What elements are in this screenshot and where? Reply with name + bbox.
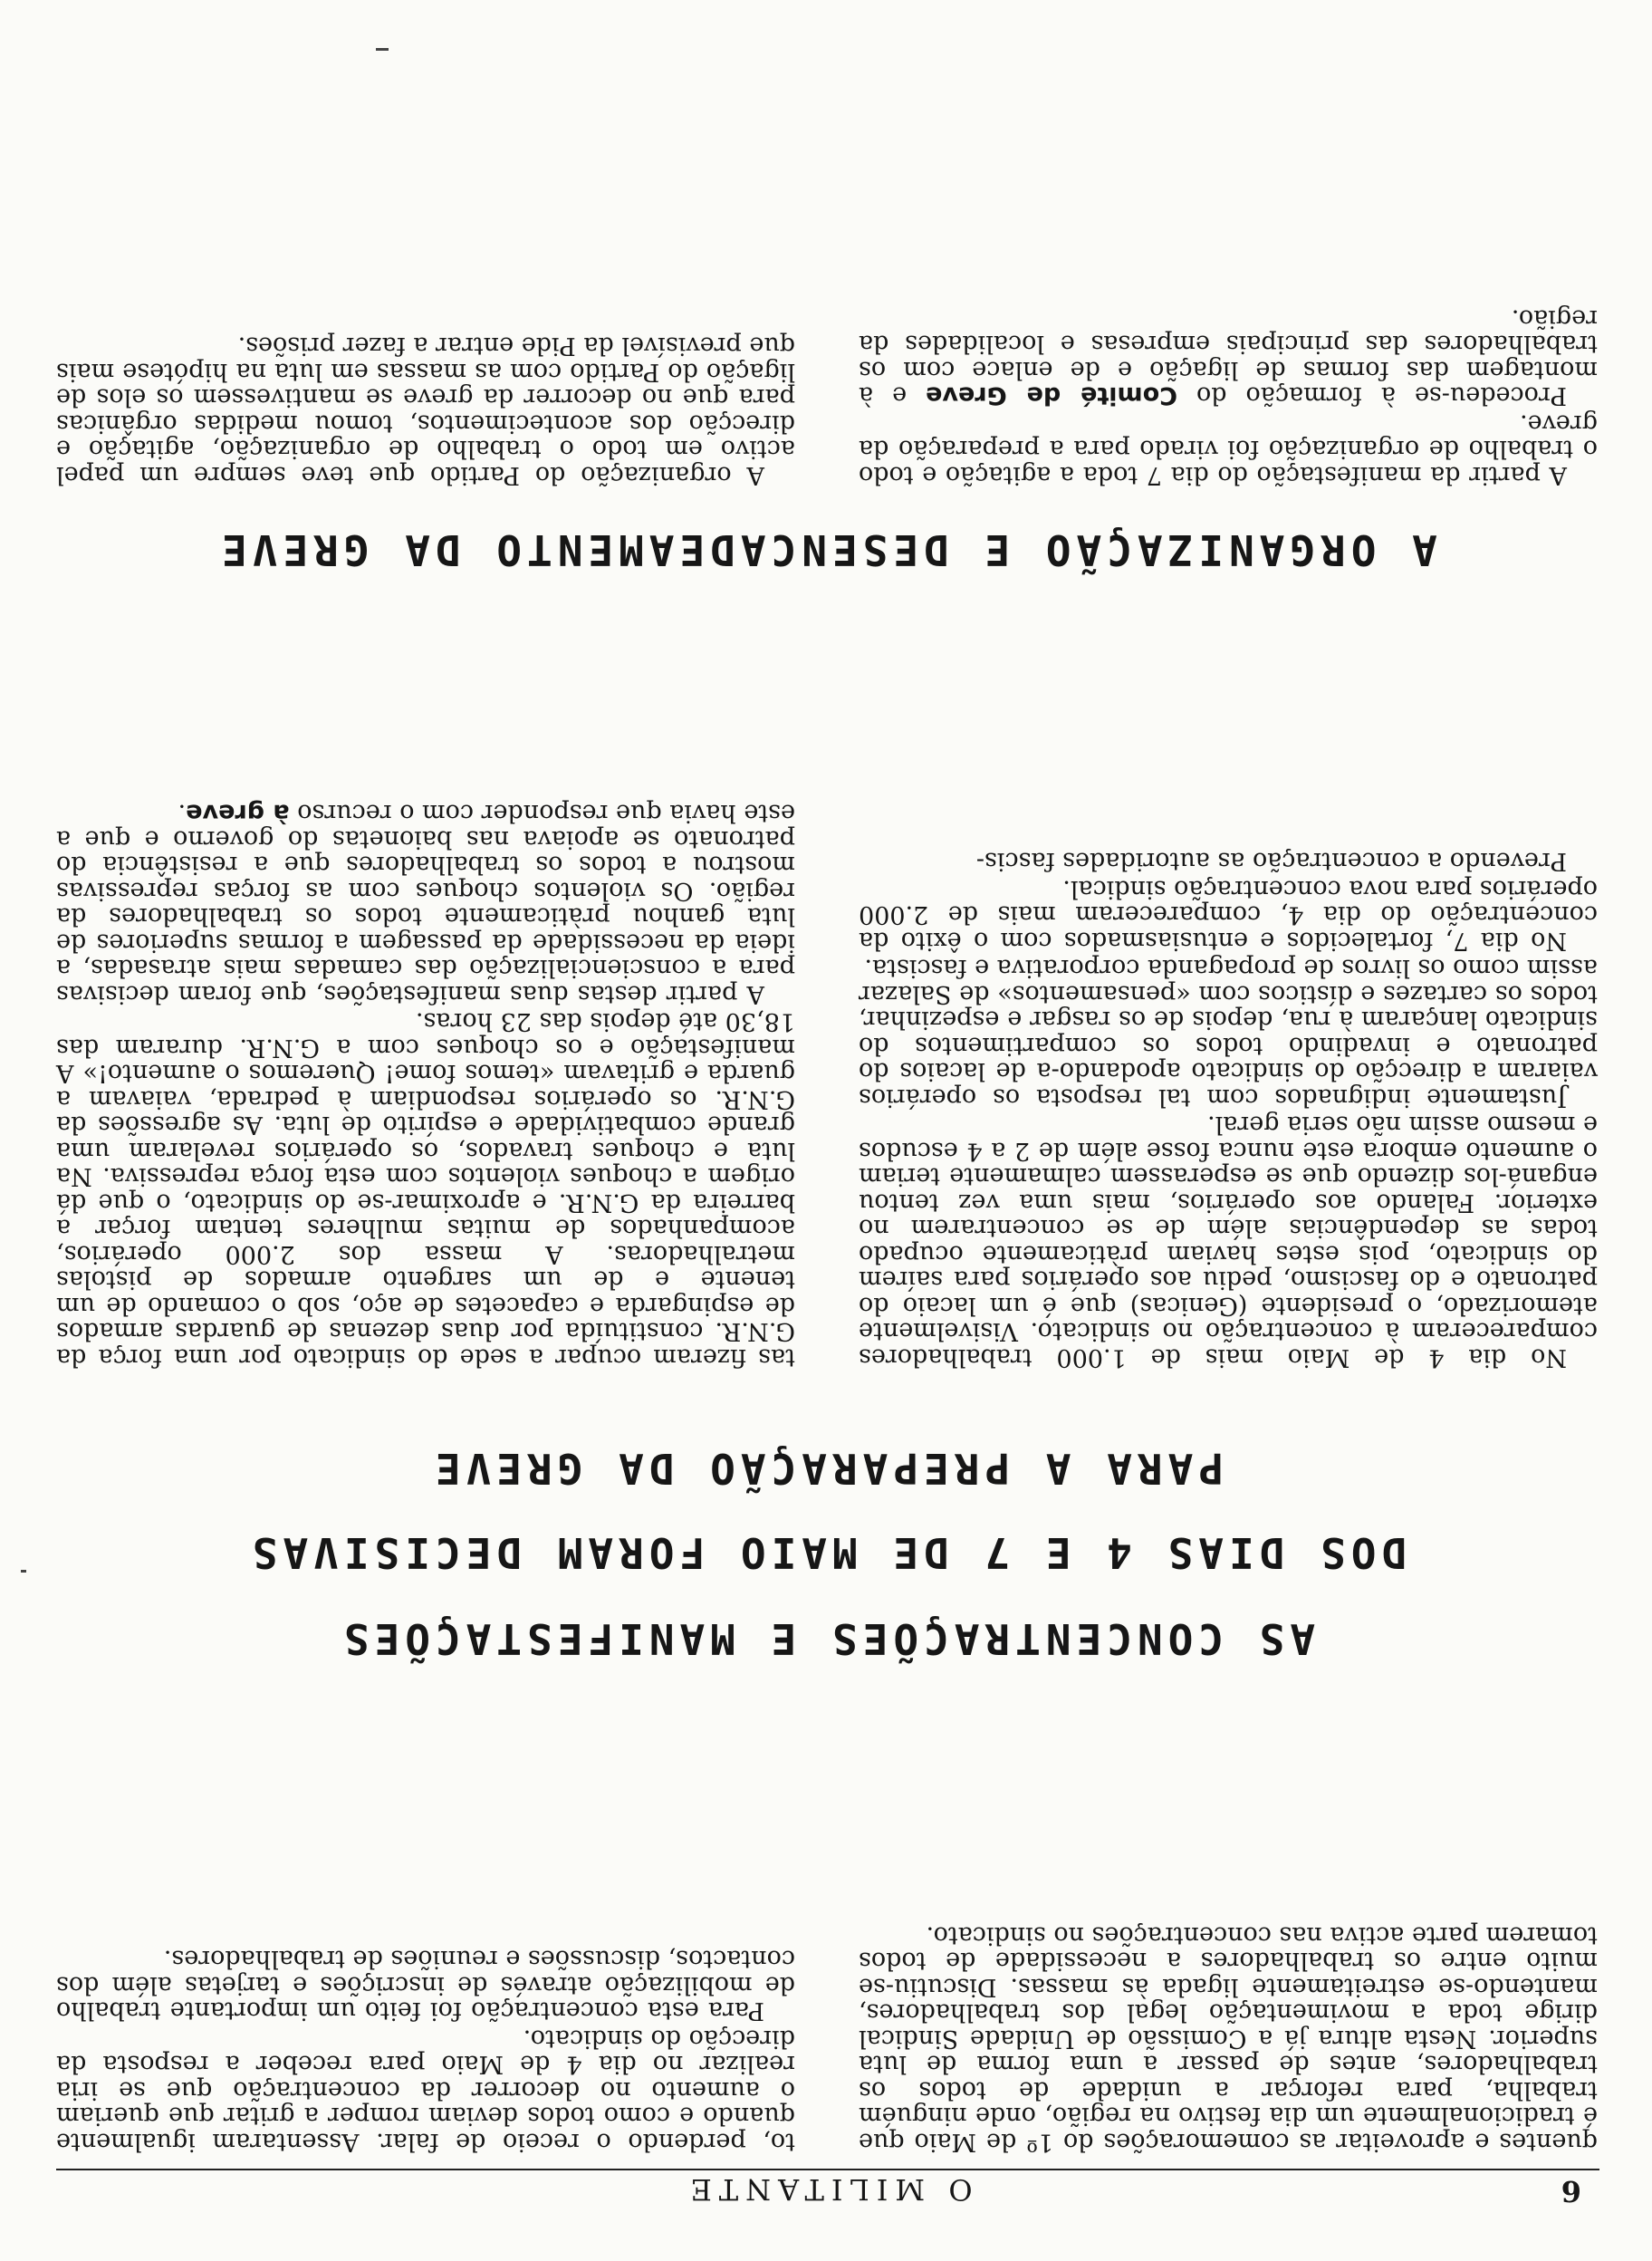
- paragraph-with-emphasis: [56, 800, 795, 1006]
- paragraph: A organização do Partido que teve sempre um papel activo em todo o trabalho de organização, agitação e direcção dos acontecimentos, tomou medidas orgânicas para que no decorrer da greve se mantivessem os elos de ligação do Partido com as massas em luta na hipótese mais que previsível da Pide entrar a fazer prisões.: [56, 332, 795, 489]
- main-headline-line-2: DOS DIAS 4 E 7 DE MAIO FORAM DECISIVAS: [246, 1528, 1407, 1577]
- paragraph-text: A partir destas duas manifestações, que foram decisivas para a consciencialização das camadas mais atrasadas, a ideia da necessidade da passagem a formas superiores de luta ganhou pràticamente todos os trabalhadores da região. Os violentos choques com as forças repressivas mostrou a todos os trabalhadores que a resistência do patronato se apoiava nas baionetas do governo e que a este havia que responder com o recurso: [56, 799, 795, 1008]
- middle-right-column: [56, 798, 795, 1370]
- bottom-right-column: [56, 331, 795, 487]
- paragraph: No dia 4 de Maio mais de 1.000 trabalhadores compareceram à concentração no sindicato. Visivelmente atemorizado, o presidente (Genicas) que é um lacaio do patronato e do fascismo, pediu aos operários para saírem do sindicato, pois estes haviam pràticamente ocupado todas as dependências além de se concentrarem no exterior. Falando aos operários, mais uma vez tentou enganá-los dizendo que se esperassem calmamente teriam o aumento embora este nunca fosse além de 2 a 4 escudos e mesmo assim não seria geral.: [859, 1111, 1598, 1371]
- paragraph: No dia 7, fortalecidos e entusiasmados com o êxito da concentração do dia 4, compareceram mais de 2.000 operários para nova concentração sindical.: [859, 875, 1598, 955]
- paragraph: A partir da manifestação do dia 7 toda a agitação e todo o trabalho de organização foi virado para a preparação da greve.: [859, 409, 1598, 489]
- page-header: [56, 2169, 1599, 2212]
- publication-title: O MILITANTE: [683, 2172, 973, 2207]
- page-number: 6: [1561, 2174, 1581, 2208]
- section-headline: A ORGANIZAÇÃO E DESENCADEAMENTO DA GREVE: [216, 525, 1437, 574]
- top-left-column: [859, 1920, 1598, 2155]
- emphasis-greve: à greve: [186, 799, 290, 828]
- paragraph: Prevendo a concentração as autoridades fascis-: [975, 847, 1567, 876]
- paragraph-text: e à montagem das formas de ligação e de enlace com os trabalhadores das principais empresas e localidades da região.: [859, 304, 1598, 410]
- scan-mark: [376, 48, 389, 51]
- paragraph: tas fizeram ocupar a sede do sindicato por uma força da G.N.R. constituída por duas dezenas de guardas armados de espingarda e capacetes de aço, sob o comando de um tenente e de um sargento armados de pistolas metralhadoras. A massa dos 2.000 operários, acompanhados de muitas mulheres tentam forçar a barreira da G.N.R. e aproximar-se do sindicato, o que dá origem a choques violentos com esta força repressiva. Na luta e choques travados, os operários revelaram uma grande combatividade e espírito de luta. As agressões da G.N.R. os operários respondiam à pedrada, vaiavam a guarda e gritavam «temos fome! Queremos o aumento!» A manifestação e os choques com a G.N.R. duraram das 18,30 até depois das 23 horas.: [56, 1007, 795, 1371]
- paragraph-with-emphasis: [859, 305, 1598, 409]
- main-headline-line-1: AS CONCENTRAÇÕES E MANIFESTAÇÕES: [338, 1614, 1316, 1663]
- period: .: [178, 799, 187, 828]
- paragraph: to, perdendo o receio de falar. Assentaram igualmente quando e como todos deviam romper a gritar que queriam o aumento no decorrer da concentração que se iria realizar no dia 4 de Maio para receber a resposta da direcção do sindicato.: [56, 2025, 795, 2156]
- scan-mark: [21, 1570, 26, 1573]
- bottom-left-column: [859, 303, 1598, 488]
- paragraph: quentes e aproveitar as comemorações do 1º de Maio que é tradicionalmente um dia festivo na região, onde ninguém trabalha, para reforçar a unidade de todos os trabalhadores, antes de passar a uma forma de luta superior. Nesta altura já a Comissão de Unidade Sindical dirige toda a movimentação legal dos trabalhadores, mantendo-se estreitamente ligada às massas. Discutiu-se muito entre os trabalhadores a necessidade de todos tomarem parte activa nas concentrações no sindicato.: [859, 1921, 1598, 2156]
- emphasis-comite: Comité de Greve: [926, 381, 1178, 410]
- middle-left-column: [859, 846, 1598, 1370]
- main-headline-line-3: PARA A PREPARAÇÃO DA GREVE: [429, 1444, 1225, 1493]
- paragraph: Justamente indignados com tal resposta os operários vaiaram a direcção do sindicato apodando-a de lacaios do patronato e invadindo todos os compartimentos do sindicato lançaram à rua, depois de os rasgar e espezinhar, todos os cartazes e dísticos com «pensamentos» de Salazar assim como os livros de propaganda corporativa e fascista.: [859, 954, 1598, 1111]
- paragraph: Para esta concentração foi feito um importante trabalho de mobilização através de inscrições e tarjetas além dos contactos, discussões e reuniões de trabalhadores.: [56, 1945, 795, 2025]
- paragraph-text: Procedeu-se à formação do: [1177, 381, 1567, 410]
- top-right-column: [56, 1944, 795, 2154]
